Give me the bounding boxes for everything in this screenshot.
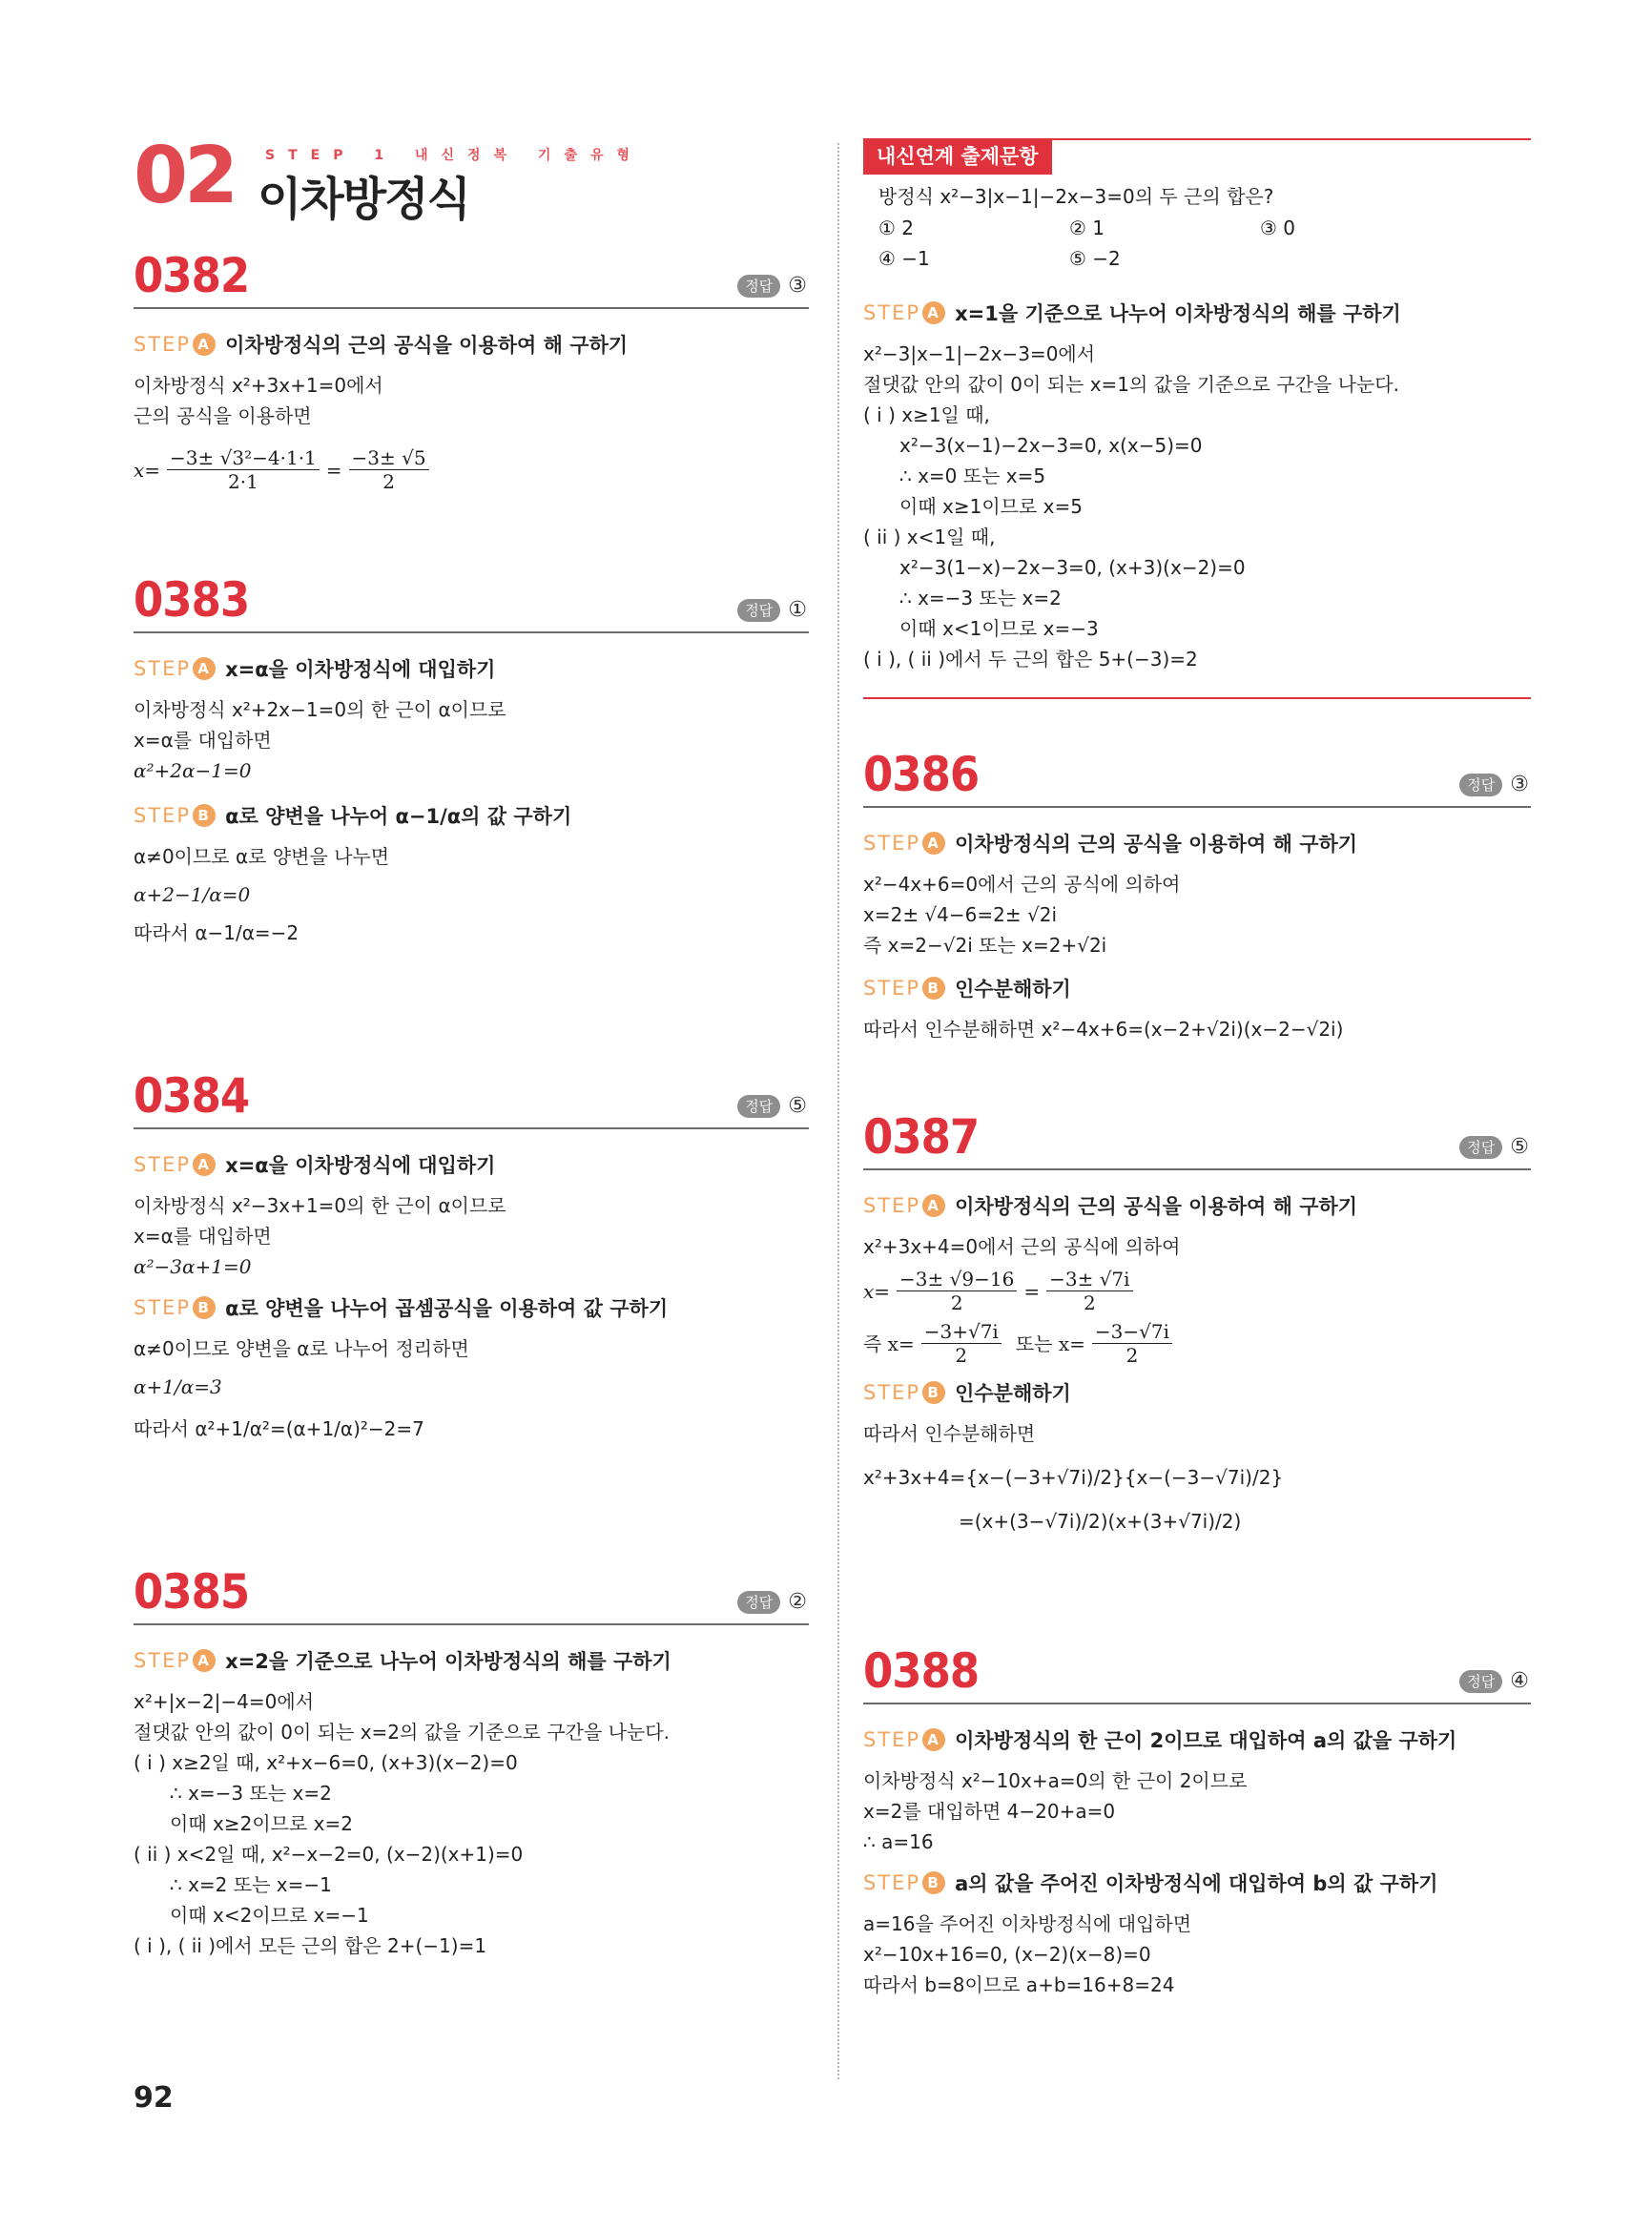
step-b <box>863 1869 1531 1897</box>
step-b <box>863 1378 1531 1407</box>
step-a <box>863 1191 1531 1220</box>
chapter-step-label: STEP 1 내신정복 기출유형 <box>265 148 644 163</box>
answer <box>1459 1669 1529 1693</box>
solution-line: α≠0이므로 α로 양변을 나누면 <box>134 845 390 868</box>
answer <box>737 1094 807 1118</box>
solution-line: ∴ x=−3 또는 x=2 <box>170 1782 332 1805</box>
step-a-circle-icon: A <box>193 1649 216 1672</box>
solution-line: ∴ x=−3 또는 x=2 <box>899 587 1062 609</box>
answer-value: ① <box>788 598 807 622</box>
solution-line: ( ii ) x<2일 때, x²−x−2=0, (x−2)(x+1)=0 <box>134 1843 524 1866</box>
step-b-circle-icon: B <box>922 977 945 1000</box>
step-a-circle-icon: A <box>922 1728 945 1751</box>
problem-number: 0384 <box>134 1068 250 1124</box>
step-label: STEP A <box>863 1728 945 1751</box>
answer <box>737 1590 807 1614</box>
solution-line: 절댓값 안의 값이 0이 되는 x=2의 값을 기준으로 구간을 나눈다. <box>134 1721 670 1744</box>
quadratic-formula: x= $\frac{-3\pm √9-16}{2}$ = $\frac{-3\pm √7i}{2}$ <box>863 1268 1531 1314</box>
page-number: 92 <box>134 2081 174 2115</box>
step-label: STEP B <box>863 1871 945 1894</box>
solution-line: x²−3|x−1|−2x−3=0에서 <box>863 342 1096 365</box>
answer-value: ③ <box>788 274 807 298</box>
solution-line: =(x+(3−√7i)/2)(x+(3+√7i)/2) <box>959 1510 1242 1533</box>
step-label: STEP B <box>134 804 216 827</box>
step-title: x=1을 기준으로 나누어 이차방정식의 해를 구하기 <box>955 302 1401 325</box>
solution-line: 이차방정식 x²−10x+a=0의 한 근이 2이므로 <box>863 1769 1248 1792</box>
answer <box>737 274 807 298</box>
step-label: STEP B <box>134 1296 216 1319</box>
left-column <box>134 131 809 1961</box>
solution-line: x²+3x+4=0에서 근의 공식에 의하여 <box>863 1235 1181 1258</box>
step-title: α로 양변을 나누어 곱셈공식을 이용하여 값 구하기 <box>225 1297 669 1320</box>
step-a-circle-icon: A <box>922 832 945 855</box>
problem-0384 <box>134 1068 809 1564</box>
solution-line: α²−3α+1=0 <box>134 1255 252 1278</box>
step-label: STEP A <box>863 832 945 855</box>
answer-value: ⑤ <box>1510 1135 1529 1159</box>
fraction: $\frac{-3+√7i}{2}$ <box>921 1320 1002 1367</box>
problem-number: 0387 <box>863 1109 980 1165</box>
step-label: STEP A <box>863 1194 945 1217</box>
step-a <box>134 1646 809 1675</box>
step-label: STEP A <box>134 657 216 680</box>
solution-line: ( i ), ( ii )에서 두 근의 합은 5+(−3)=2 <box>863 648 1198 671</box>
answer-value: ③ <box>1510 773 1529 796</box>
solution-line: x²+|x−2|−4=0에서 <box>134 1690 315 1713</box>
solution-line: 즉 x=2−√2i 또는 x=2+√2i <box>863 934 1107 957</box>
solution-line: 근의 공식을 이용하면 <box>134 404 312 427</box>
step-b <box>863 974 1531 1002</box>
fraction: $\frac{-3\pm √5}{2}$ <box>349 446 429 493</box>
problem-header <box>134 1564 809 1625</box>
solution-line: a=16을 주어진 이차방정식에 대입하면 <box>863 1912 1192 1935</box>
related-tag: 내신연계 출제문항 <box>863 138 1052 175</box>
solution-line: 따라서 인수분해하면 x²−4x+6=(x−2+√2i)(x−2−√2i) <box>863 1018 1344 1041</box>
choice: ① 2 <box>878 217 915 239</box>
step-a <box>134 330 809 359</box>
step-a-circle-icon: A <box>193 657 216 680</box>
answer <box>737 598 807 622</box>
right-column <box>863 138 1531 2000</box>
solution-line: x=α를 대입하면 <box>134 1225 272 1248</box>
fraction: $\frac{-3-√7i}{2}$ <box>1092 1320 1172 1367</box>
answer-badge: 정답 <box>1459 1670 1502 1693</box>
step-title: 이차방정식의 근의 공식을 이용하여 해 구하기 <box>955 833 1358 856</box>
solution-line: x=2를 대입하면 4−20+a=0 <box>863 1800 1116 1823</box>
problem-0386 <box>863 747 1531 1109</box>
answer <box>1459 773 1529 796</box>
solution-line: 이때 x<2이므로 x=−1 <box>170 1904 369 1927</box>
solution-line: ( i ) x≥2일 때, x²+x−6=0, (x+3)(x−2)=0 <box>134 1751 518 1774</box>
step-a <box>134 654 809 683</box>
answer-badge: 정답 <box>737 275 780 298</box>
problem-number: 0383 <box>134 572 250 628</box>
fraction: $\frac{-3\pm √7i}{2}$ <box>1046 1268 1132 1314</box>
solution-line: x=α를 대입하면 <box>134 729 272 752</box>
step-b-circle-icon: B <box>193 1296 216 1319</box>
answer <box>1459 1135 1529 1159</box>
solution-line: ( ii ) x<1일 때, <box>863 526 996 548</box>
problem-0383 <box>134 572 809 1068</box>
chapter-number: 02 <box>134 131 236 221</box>
solution-line: 이차방정식 x²+3x+1=0에서 <box>134 374 383 397</box>
step-title: x=α을 이차방정식에 대입하기 <box>225 1154 496 1177</box>
quadratic-formula: x= $\frac{\text{−3± √3²−4·1·1}}{2\cdot 1}$ = $\frac{-3\pm √5}{2}$ <box>134 446 809 493</box>
fraction: $\frac{-3\pm √9-16}{2}$ <box>897 1268 1017 1314</box>
step-title: α로 양변을 나누어 α−1/α의 값 구하기 <box>225 805 572 828</box>
problem-0385 <box>134 1564 809 1961</box>
column-divider <box>837 143 839 2079</box>
step-title: 이차방정식의 근의 공식을 이용하여 해 구하기 <box>955 1195 1358 1218</box>
answer-badge: 정답 <box>737 1095 780 1118</box>
problem-header <box>134 248 809 309</box>
step-b <box>134 801 809 830</box>
problem-0382 <box>134 248 809 572</box>
problem-0388 <box>863 1643 1531 2000</box>
step-label: STEP A <box>134 1153 216 1176</box>
solution-line: ( i ), ( ii )에서 모든 근의 합은 2+(−1)=1 <box>134 1934 487 1957</box>
problem-header <box>134 572 809 633</box>
problem-number: 0386 <box>863 747 980 802</box>
problem-header <box>134 1068 809 1129</box>
solution-line: 따라서 α²+1/α²=(α+1/α)²−2=7 <box>134 1417 424 1440</box>
fraction: $\frac{\text{−3± √3²−4·1·1}}{2\cdot 1}$ <box>167 446 320 493</box>
solution-line: 따라서 인수분해하면 <box>863 1422 1036 1445</box>
step-a <box>863 299 1531 327</box>
answer-badge: 정답 <box>1459 1136 1502 1159</box>
solution-line: x²+3x+4={x−(−3+√7i)/2}{x−(−3−√7i)/2} <box>863 1466 1284 1489</box>
step-b-circle-icon: B <box>922 1871 945 1894</box>
solution-line: 따라서 b=8이므로 a+b=16+8=24 <box>863 1973 1175 1996</box>
answer-badge: 정답 <box>737 1591 780 1614</box>
answer-value: ⑤ <box>788 1094 807 1118</box>
solution-line: α+1/α=3 <box>134 1375 222 1398</box>
choice: ③ 0 <box>1260 217 1296 239</box>
step-label: STEP B <box>863 977 945 1000</box>
step-a <box>863 829 1531 857</box>
solution-line: 이차방정식 x²−3x+1=0의 한 근이 α이므로 <box>134 1194 506 1217</box>
step-a-circle-icon: A <box>193 1153 216 1176</box>
chapter-title: 이차방정식 <box>258 173 469 226</box>
step-title: 인수분해하기 <box>955 978 1071 1001</box>
answer-value: ④ <box>1510 1669 1529 1693</box>
solution-line: ( i ) x≥1일 때, <box>863 403 990 426</box>
solution-line: 절댓값 안의 값이 0이 되는 x=1의 값을 기준으로 구간을 나눈다. <box>863 373 1399 396</box>
solution-line: 이때 x≥1이므로 x=5 <box>899 495 1083 518</box>
step-title: 인수분해하기 <box>955 1382 1071 1405</box>
step-a-circle-icon: A <box>922 1194 945 1217</box>
chapter-header <box>134 131 809 229</box>
choice: ⑤ −2 <box>1069 247 1121 270</box>
step-title: 이차방정식의 한 근이 2이므로 대입하여 a의 값을 구하기 <box>955 1729 1457 1752</box>
solution-line: 이때 x≥2이므로 x=2 <box>170 1812 353 1835</box>
answer-choices <box>863 213 1531 274</box>
solution-line: 이때 x<1이므로 x=−3 <box>899 617 1099 640</box>
step-a-circle-icon: A <box>193 333 216 356</box>
problem-0387 <box>863 1109 1531 1643</box>
solution-line: ∴ a=16 <box>863 1830 934 1853</box>
answer-badge: 정답 <box>737 599 780 622</box>
step-a <box>134 1150 809 1179</box>
solution-line: 이차방정식 x²+2x−1=0의 한 근이 α이므로 <box>134 698 506 721</box>
problem-number: 0385 <box>134 1564 250 1620</box>
step-a-circle-icon: A <box>922 301 945 324</box>
solution-line: ∴ x=2 또는 x=−1 <box>170 1873 332 1896</box>
step-a <box>863 1725 1531 1754</box>
solution-line: x²−3(1−x)−2x−3=0, (x+3)(x−2)=0 <box>899 556 1246 579</box>
related-exam-problem <box>863 138 1531 699</box>
solution-line: α≠0이므로 양변을 α로 나누어 정리하면 <box>134 1337 469 1360</box>
related-question: 방정식 x²−3|x−1|−2x−3=0의 두 근의 합은? <box>878 185 1274 208</box>
step-title: a의 값을 주어진 이차방정식에 대입하여 b의 값 구하기 <box>955 1872 1438 1895</box>
solution-line: α+2−1/α=0 <box>134 883 251 906</box>
solution-line: x²−10x+16=0, (x−2)(x−8)=0 <box>863 1943 1151 1966</box>
problem-header <box>863 1109 1531 1170</box>
step-label: STEP B <box>863 1381 945 1404</box>
problem-header <box>863 747 1531 808</box>
step-b-circle-icon: B <box>922 1381 945 1404</box>
step-b <box>134 1293 809 1322</box>
problem-number: 0382 <box>134 248 250 303</box>
step-label: STEP A <box>134 333 216 356</box>
solution-line: x²−3(x−1)−2x−3=0, x(x−5)=0 <box>899 434 1203 457</box>
step-title: x=α을 이차방정식에 대입하기 <box>225 658 496 681</box>
answer-badge: 정답 <box>1459 774 1502 796</box>
problem-header <box>863 1643 1531 1704</box>
choice: ② 1 <box>1069 217 1105 239</box>
step-b-circle-icon: B <box>193 804 216 827</box>
solution-line: x=2± √4−6=2± √2i <box>863 903 1058 926</box>
step-title: x=2을 기준으로 나누어 이차방정식의 해를 구하기 <box>225 1650 671 1673</box>
answer-value: ② <box>788 1590 807 1614</box>
solution-line: ∴ x=0 또는 x=5 <box>899 465 1046 487</box>
solution-line: x²−4x+6=0에서 근의 공식에 의하여 <box>863 873 1181 896</box>
step-label: STEP A <box>863 301 945 324</box>
solution-line: α²+2α−1=0 <box>134 759 252 782</box>
step-label: STEP A <box>134 1649 216 1672</box>
choice: ④ −1 <box>878 247 930 270</box>
step-title: 이차방정식의 근의 공식을 이용하여 해 구하기 <box>225 334 629 357</box>
roots-line: 즉 x= $\frac{-3+√7i}{2}$ 또는 x= $\frac{-3-√7i}{2}$ <box>863 1320 1531 1367</box>
problem-number: 0388 <box>863 1643 980 1699</box>
related-top-rule <box>863 138 1531 140</box>
solution-line: 따라서 α−1/α=−2 <box>134 921 299 944</box>
related-bottom-rule <box>863 697 1531 699</box>
